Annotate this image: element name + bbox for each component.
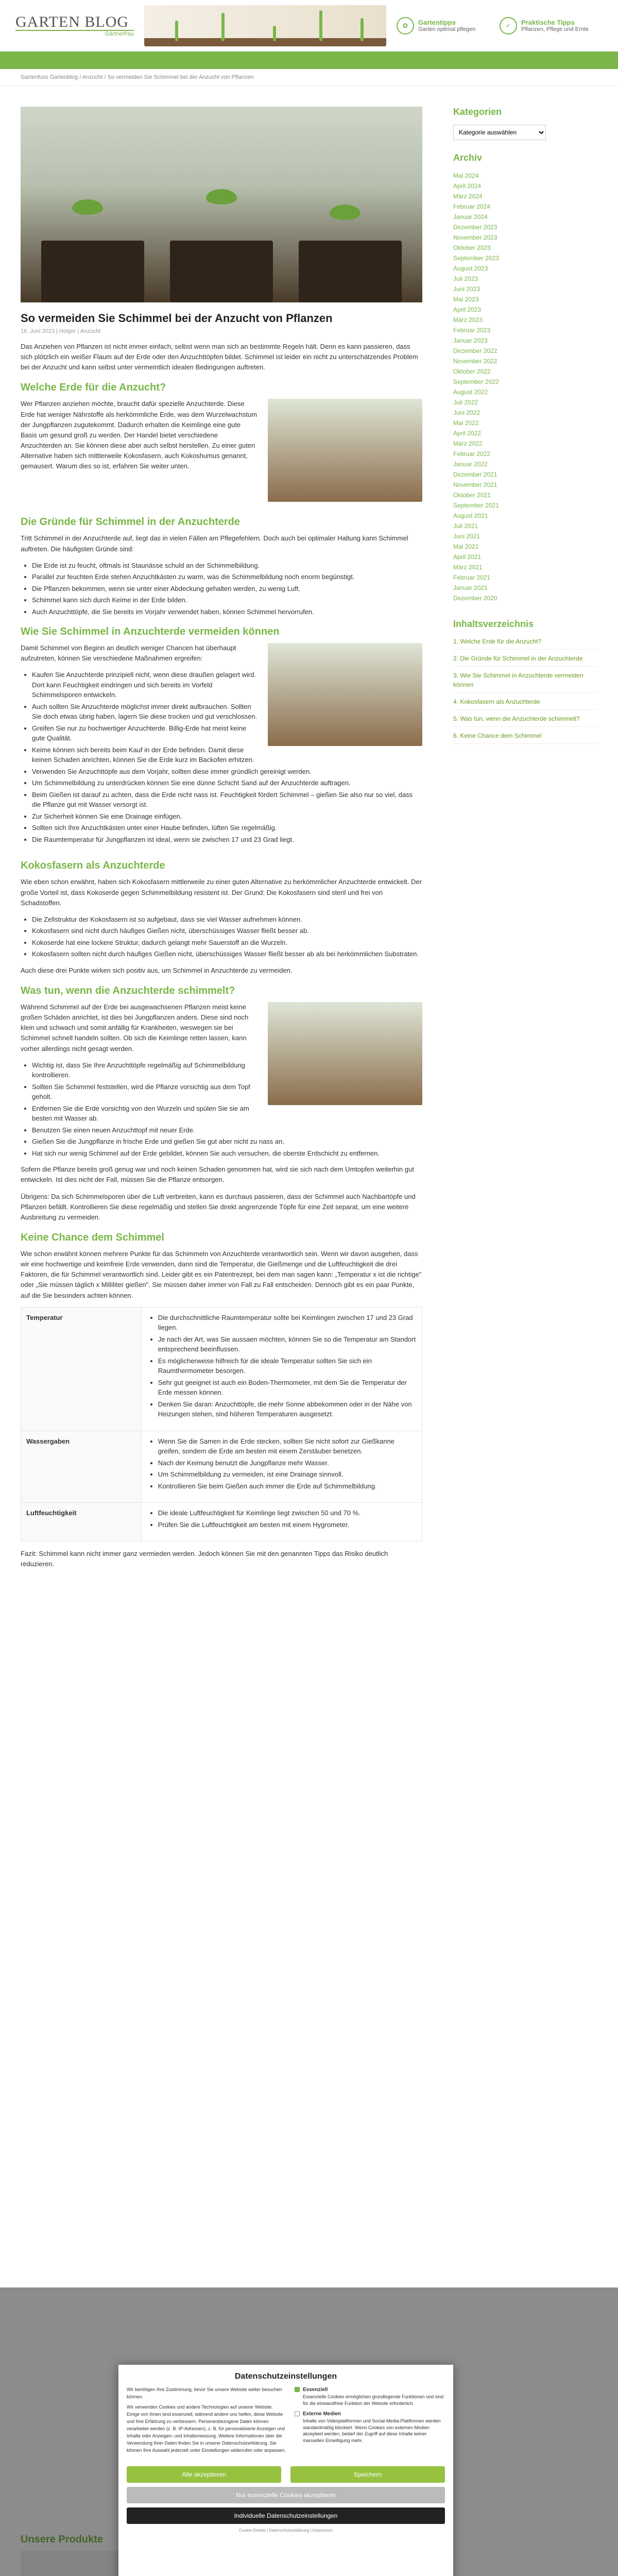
- coco-list: [32, 914, 422, 959]
- list-item: • Keime können sich bereits beim Kauf in der Erde befinden. Damit diese keinen Schaden anrichten, können Sie die Erde kurz im Backofen erhitzen.: [32, 745, 422, 765]
- list-item: • Parallel zur feuchten Erde stehen Anzuchtkästen zu warm, was die Schimmelbildung noch enorm begünstigt.: [32, 572, 422, 582]
- site-logo[interactable]: [15, 14, 134, 37]
- table-row: [21, 1431, 422, 1503]
- list-item: • Benutzen Sie einen neuen Anzuchttopf mit neuer Erde.: [32, 1125, 422, 1136]
- archive-link[interactable]: April 2021: [453, 553, 482, 561]
- consent-text-1: Wir benötigen Ihre Zustimmung, bevor Sie unsere Website weiter besuchen können.: [127, 2387, 282, 2399]
- list-item: • Kokosfasern sollten nicht durch häufiges Gießen nicht, überschüssiges Wasser fließt besser ab als bei herkömmlichen Substraten.: [32, 949, 422, 959]
- header-block-sub: Pflanzen, Pflege und Ernte: [521, 26, 589, 32]
- list-item: • Zur Sicherheit können Sie eine Drainage einfügen.: [32, 811, 422, 822]
- checkbox-essential[interactable]: [295, 2387, 300, 2392]
- section-text: Wie schon erwähnt können mehrere Punkte für das Schimmeln von Anzuchterde verantwortlich sein. Wenn wir davon ausgehen, dass wir eine hochwertige und keimfreie Erde verwenden, dann sind die Temperatur, die Gießmenge und die Luftfeuchtigkeit die drei Faktoren, die für Schimmel verantwortlich sind. Leider gibt es ein Patentrezept, bei dem man sagen kann: „Temperatur x ist die richtige" oder „Sie müssen täglich x Milliliter gießen". Sie müssen daher immer von Fall zu Fall entscheiden. Dennoch gibt es ein paar Punkte, auf die Sie besonders achten können.: [21, 1249, 422, 1299]
- archive-link[interactable]: Mai 2021: [453, 543, 479, 550]
- products-heading: Unsere Produkte: [21, 2534, 104, 2545]
- section-text: Damit Schimmel von Beginn an deutlich weniger Chancen hat überhaupt aufzutreten, können Sie verschiedene Maßnahmen ergreifen:: [21, 644, 236, 663]
- list-item: • Auch Anzuchttöpfe, die Sie bereits im Vorjahr verwendet haben, können Schimmel hervorrufen.: [32, 607, 422, 617]
- archive-link[interactable]: Oktober 2022: [453, 368, 491, 375]
- archive-link[interactable]: Februar 2024: [453, 203, 491, 210]
- table-row: [21, 1503, 422, 1541]
- check-icon: ✓: [500, 17, 517, 35]
- section-heading: Kokosfasern als Anzuchterde: [21, 860, 165, 872]
- archive-link[interactable]: Dezember 2020: [453, 595, 497, 602]
- archive-link[interactable]: April 2023: [453, 306, 482, 313]
- list-item: • Wenn Sie die Samen in die Erde stecken, sollten Sie nicht sofort zur Gießkanne greifen, sondern die Erde am besten mit einem Zerstäuber benetzen.: [158, 1436, 417, 1456]
- archive-link[interactable]: Januar 2024: [453, 213, 488, 221]
- archive-link[interactable]: Juni 2022: [453, 409, 480, 416]
- sidebar-heading-toc: Inhaltsverzeichnis: [453, 619, 534, 629]
- archive-link[interactable]: Januar 2023: [453, 337, 488, 344]
- section-text: Übrigens: Da sich Schimmelsporen über die Luft verbreiten, kann es durchaus passieren, dass der Schimmel auch Nachbartöpfe und Pflanzen befällt. Kontrollieren Sie diese regelmäßig und stellen Sie direkt angrenzende Töpfe für eine Zeit separat, um eine weitere Ausbreitung zu vermeiden.: [21, 1192, 416, 1221]
- toc-link[interactable]: 2. Die Gründe für Schimmel in der Anzuchterde: [453, 654, 597, 667]
- archive-link[interactable]: Juli 2021: [453, 522, 478, 530]
- consent-footer-links[interactable]: Cookie-Details | Datenschutzerklärung | Impressum: [238, 2528, 333, 2533]
- consent-category-essential[interactable]: [295, 2386, 445, 2406]
- list-item: • Entfernen Sie die Erde vorsichtig von den Wurzeln und spülen Sie sie am besten mit Wasser ab.: [32, 1104, 422, 1124]
- featured-image: [21, 107, 422, 302]
- table-row: [21, 1307, 422, 1431]
- consent-text: [127, 2386, 286, 2460]
- category-title: Externe Medien: [303, 2411, 341, 2417]
- list-item: • Kokoserde hat eine lockere Struktur, dadurch gelangt mehr Sauerstoff an die Wurzeln.: [32, 938, 422, 948]
- list-item: • Sollten Sie Schimmel feststellen, wird die Pflanze vorsichtig aus dem Topf geholt.: [32, 1082, 422, 1102]
- list-item: • Es möglicherweise hilfreich für die ideale Temperatur sollten Sie sich ein Raumthermometer besorgen.: [158, 1356, 417, 1376]
- table-label: Wassergaben: [21, 1431, 142, 1503]
- list-item: • Verwenden Sie Anzuchttöpfe aus dem Vorjahr, sollten diese immer gründlich gereinigt werden.: [32, 767, 422, 777]
- article-title: So vermeiden Sie Schimmel bei der Anzucht von Pflanzen: [21, 312, 333, 325]
- archive-link[interactable]: März 2024: [453, 193, 483, 200]
- section-text: Tritt Schimmel in der Anzuchterde auf, liegt das in vielen Fällen am Pflegefehlern. Doch auch bei optimaler Haltung kann Schimmel auftreten. Die häufigsten Gründe sind:: [21, 534, 408, 553]
- archive-link[interactable]: August 2023: [453, 265, 488, 272]
- table-cell: [141, 1503, 422, 1541]
- archive-link[interactable]: Mai 2022: [453, 419, 479, 427]
- archive-link[interactable]: September 2023: [453, 255, 499, 262]
- reasons-list: [32, 561, 422, 617]
- section-heading: Was tun, wenn die Anzuchterde schimmelt?: [21, 985, 235, 997]
- archive-link[interactable]: Dezember 2022: [453, 347, 497, 354]
- tips-table: [21, 1307, 422, 1542]
- header-block-sub: Garten optimal pflegen: [418, 26, 476, 32]
- list-item: • Die durchschnittliche Raumtemperatur sollte bei Keimlingen zwischen 17 und 23 Grad liegen.: [158, 1313, 417, 1333]
- archive-link[interactable]: November 2022: [453, 358, 497, 365]
- list-item: • Greifen Sie nur zu hochwertiger Anzuchterde. Billig-Erde hat meist keine gute Qualität.: [32, 723, 422, 743]
- category-text: Essenzielle Cookies ermöglichen grundlegende Funktionen und sind für die einwandfreie Funktion der Website erforderlich.: [303, 2394, 444, 2406]
- section-text: Fazit: Schimmel kann nicht immer ganz vermieden werden. Jedoch können Sie mit den genannten Tipps das Risiko deutlich reduzieren.: [21, 1550, 388, 1568]
- list-item: • Die ideale Luftfeuchtigkeit für Keimlinge liegt zwischen 50 und 70 %.: [158, 1508, 417, 1518]
- archive-list: [453, 171, 597, 603]
- list-item: • Die Pflanzen bekommen, wenn sie unter einer Abdeckung gehalten werden, zu wenig Luft.: [32, 584, 422, 594]
- archive-link[interactable]: November 2023: [453, 234, 497, 241]
- checkbox-external-media[interactable]: [295, 2411, 300, 2416]
- list-item: • Auch sollten Sie Anzuchterde möglichst immer direkt aufbrauchen. Sollten Sie doch etwas übrig haben, lagern Sie diese trocken und gut verschlossen.: [32, 702, 422, 722]
- archive-link[interactable]: Mai 2024: [453, 172, 479, 179]
- archive-link[interactable]: September 2021: [453, 502, 499, 509]
- category-title: Essenziell: [303, 2387, 328, 2393]
- section-text: Wer Pflanzen anziehen möchte, braucht dafür spezielle Anzuchterde. Diese Erde hat weniger Nährstoffe als herkömmliche Erde, was dem Wurzelwachstum der Jungpflanzen zugutekommt. Dadurch erhalten die Keimlinge eine gute Basis um gesund groß zu werden. Der Handel bietet verschiedene Anzuchterden an. Sie können diese aber auch selbst herstellen. Zu einer guten Alternative haben sich mittlerweile Kokosfasern, auch Kokoshumus genannt, gemausert. Warum dies so ist, erfahren Sie weiter unten.: [21, 400, 258, 470]
- list-item: • Wichtig ist, dass Sie Ihre Anzuchttöpfe regelmäßig auf Schimmelbildung kontrollieren.: [32, 1060, 422, 1080]
- table-cell: [141, 1431, 422, 1503]
- archive-link[interactable]: Februar 2021: [453, 574, 491, 581]
- list-item: • Die Zellstruktur der Kokosfasern ist so aufgebaut, dass sie viel Wasser aufnehmen können.: [32, 914, 422, 925]
- list-item: • Sehr gut geeignet ist auch ein Boden-Thermometer, mit dem Sie die Temperatur der Erde messen können.: [158, 1378, 417, 1398]
- article-intro: Das Anziehen von Pflanzen ist nicht immer einfach, selbst wenn man sich an bestimmte Regeln hält. Denn es kann passieren, dass sich plötzlich ein weißer Flaum auf der Erde oder den Anzuchttöpfen bildet. Schimmel ist leider ein nicht zu unterschätzendes Problem bei der Anzucht und kann selbst unter vermeintlich idealen Bedingungen auftreten.: [21, 343, 418, 371]
- list-item: • Kontrollieren Sie beim Gießen auch immer die Erde auf Schimmelbildung.: [158, 1481, 417, 1492]
- list-item: • Um Schimmelbildung zu unterdrücken können Sie eine dünne Schicht Sand auf der Anzuchterde auftragen.: [32, 778, 422, 788]
- archive-link[interactable]: Juni 2023: [453, 285, 480, 293]
- archive-link[interactable]: Januar 2022: [453, 461, 488, 468]
- list-item: • Denken Sie daran: Anzuchttöpfe, die mehr Sonne abbekommen oder in der Nähe von Heizungen stehen, sind höheren Temperaturen ausgesetzt.: [158, 1399, 417, 1419]
- table-cell: [141, 1307, 422, 1431]
- leaf-icon: ✿: [397, 17, 414, 35]
- list-item: • Beim Gießen ist darauf zu achten, dass die Erde nicht nass ist. Feuchtigkeit fördert Schimmel – gießen Sie also nur so viel, dass die Pflanze gut mit Wasser versorgt ist.: [32, 790, 422, 810]
- main-navbar: [0, 52, 618, 69]
- individual-settings-button[interactable]: Individuelle Datenschutzeinstellungen: [127, 2507, 445, 2524]
- toc-link[interactable]: 4. Kokosfasern als Anzuchterde: [453, 697, 597, 710]
- archive-link[interactable]: März 2021: [453, 564, 483, 571]
- category-text: Inhalte von Videoplattformen und Social-Media-Plattformen werden standardmäßig blockiert. Wenn Cookies von externen Medien akzeptiert werden, bedarf der Zugriff auf diese Inhalte keiner manuellen Einwilligung mehr.: [303, 2418, 441, 2443]
- article-image-seedlings: [268, 399, 422, 502]
- list-item: • Um Schimmelbildung zu vermeiden, ist eine Drainage sinnvoll.: [158, 1469, 417, 1480]
- list-item: • Hat sich nur wenig Schimmel auf der Erde gebildet, können Sie auch versuchen, die oberste Erdschicht zu entfernen.: [32, 1148, 422, 1159]
- header-block-title: Gartentipps: [418, 19, 456, 26]
- toc-link[interactable]: 1. Welche Erde für die Anzucht?: [453, 637, 597, 650]
- logo-sub: Gärtnerfrau: [105, 30, 134, 37]
- list-item: • Prüfen Sie die Luftfeuchtigkeit am besten mit einem Hygrometer.: [158, 1520, 417, 1530]
- archive-link[interactable]: Dezember 2021: [453, 471, 497, 478]
- article-meta: 16. Juni 2023 | Holger | Anzucht: [21, 328, 101, 334]
- table-label: Temperatur: [21, 1307, 142, 1431]
- table-label: Luftfeuchtigkeit: [21, 1503, 142, 1541]
- archive-link[interactable]: Dezember 2023: [453, 224, 497, 231]
- archive-link[interactable]: Mai 2023: [453, 296, 479, 303]
- archive-link[interactable]: Februar 2023: [453, 327, 491, 334]
- breadcrumb[interactable]: Gartenfuss Gartenblog / Anzucht / So vermeiden Sie Schimmel bei der Anzucht von Pflanzen: [0, 69, 618, 86]
- header-block-title: Praktische Tipps: [521, 19, 575, 26]
- section-heading: Welche Erde für die Anzucht?: [21, 382, 166, 394]
- header-hero-image: [144, 5, 386, 46]
- category-select[interactable]: [453, 125, 546, 140]
- archive-link[interactable]: März 2022: [453, 440, 483, 447]
- consent-category-external-media[interactable]: [295, 2411, 445, 2444]
- section-text: Wie eben schon erwähnt, haben sich Kokosfasern mittlerweile zu einer guten Alternative zu herkömmlicher Anzuchterde entwickelt. Der große Vorteil ist, dass Kokoserde gegen Schimmelbildung resistent ist. Der Grund: Die Kokosfasern sind steril und frei von Schadstoffen.: [21, 878, 422, 907]
- sidebar-heading-archive: Archiv: [453, 152, 483, 163]
- archive-link[interactable]: April 2022: [453, 430, 482, 437]
- article-image-soil: [268, 643, 422, 746]
- archive-link[interactable]: März 2023: [453, 316, 483, 324]
- archive-link[interactable]: Oktober 2021: [453, 492, 491, 499]
- section-text: Auch diese drei Punkte wirken sich positiv aus, um Schimmel in Anzuchterde zu vermeiden.: [21, 966, 293, 974]
- section-heading: Die Gründe für Schimmel in der Anzuchterde: [21, 516, 240, 528]
- archive-link[interactable]: Januar 2021: [453, 584, 488, 591]
- list-item: • Die Raumtemperatur für Jungpflanzen ist ideal, wenn sie zwischen 17 und 23 Grad liegt.: [32, 835, 422, 845]
- only-essential-button[interactable]: Nur essenzielle Cookies akzeptieren: [127, 2487, 445, 2503]
- article-image-mold: [268, 1002, 422, 1105]
- toc-link[interactable]: 3. Wie Sie Schimmel in Anzuchterde vermeiden können: [453, 671, 597, 693]
- toc-link[interactable]: 5. Was tun, wenn die Anzuchterde schimmelt?: [453, 714, 597, 727]
- list-item: • Kokosfasern sind nicht durch häufiges Gießen nicht, überschüssiges Wasser fließt besser ab.: [32, 926, 422, 936]
- archive-link[interactable]: Februar 2022: [453, 450, 491, 457]
- header-block-praktische-tipps[interactable]: [500, 17, 592, 35]
- list-item: • Schimmel kann sich durch Keime in der Erde bilden.: [32, 595, 422, 605]
- logo-main: GARTEN BLOG: [15, 14, 134, 31]
- toc-link[interactable]: 6. Keine Chance dem Schimmel: [453, 731, 597, 744]
- archive-link[interactable]: August 2021: [453, 512, 488, 519]
- consent-text-2: Wir verwenden Cookies und andere Technologien auf unserer Website. Einige von ihnen sind essenziell, während andere uns helfen, diese Website und Ihre Erfahrung zu verbessern. Personenbezogene Daten können verarbeitet werden (z. B. IP-Adressen), z. B. für personalisierte Anzeigen und Inhalte oder Anzeigen- und Inhaltsmessung. Weitere Informationen über die Verwendung Ihrer Daten finden Sie in unserer Datenschutzerklärung. Sie können Ihre Auswahl jederzeit unter Einstellungen widerrufen oder anpassen.: [127, 2404, 286, 2453]
- article: [21, 86, 422, 1575]
- list-item: • Kaufen Sie Anzuchterde prinzipiell nicht, wenn diese draußen gelagert wird. Dort kann Feuchtigkeit eindringen und sich bereits im Vorfeld Schimmelsporen entwickeln.: [32, 670, 422, 700]
- header-block-gartentipps[interactable]: [397, 17, 489, 35]
- site-header: [0, 0, 618, 52]
- archive-link[interactable]: Juni 2021: [453, 533, 480, 540]
- list-item: • Je nach der Art, was Sie aussaen möchten, können Sie so die Temperatur am Standort entsprechend beeinflussen.: [158, 1334, 417, 1354]
- archive-link[interactable]: Juli 2023: [453, 275, 478, 282]
- archive-link[interactable]: September 2022: [453, 378, 499, 385]
- cookie-consent-dialog: [118, 2365, 453, 2576]
- archive-link[interactable]: April 2024: [453, 182, 482, 190]
- archive-link[interactable]: August 2022: [453, 388, 488, 396]
- sidebar-heading-categories: Kategorien: [453, 107, 502, 117]
- list-item: • Sollten sich Ihre Anzuchtkästen unter einer Haube befinden, lüften Sie regelmäßig.: [32, 823, 422, 833]
- archive-link[interactable]: Juli 2022: [453, 399, 478, 406]
- consent-title: Datenschutzeinstellungen: [234, 2372, 337, 2381]
- table-of-contents: [453, 619, 597, 744]
- section-text: Sofern die Pflanze bereits groß genug war und noch keinen Schaden genommen hat, wird sie sich nach dem Umtopfen weiterhin gut entwickeln. Ist dies nicht der Fall, müssen Sie die Pflanze entsorgen.: [21, 1165, 414, 1184]
- section-text: Während Schimmel auf der Erde bei ausgewachsenen Pflanzen meist keine großen Schäden anrichtet, ist dies bei Jungpflanzen anders. Diese sind noch klein und schwach und somit anfällig für Krankheiten, weswegen sie bei Schimmel schnell handeln sollten. Ob sich die Keimlinge retten lassen, kann vorher allerdings nicht gesagt werden.: [21, 1003, 249, 1053]
- archive-link[interactable]: November 2021: [453, 481, 497, 488]
- sidebar: [453, 86, 597, 1575]
- list-item: • Nach der Keimung benutzt die Jungpflanze mehr Wasser.: [158, 1458, 417, 1468]
- archive-link[interactable]: Oktober 2023: [453, 244, 491, 251]
- section-heading: Keine Chance dem Schimmel: [21, 1231, 164, 1243]
- accept-all-button[interactable]: Alle akzeptieren: [127, 2466, 281, 2483]
- list-item: • Die Erde ist zu feucht, oftmals ist Staunässe schuld an der Schimmelbildung.: [32, 561, 422, 571]
- save-button[interactable]: Speichern: [290, 2466, 445, 2483]
- section-heading: Wie Sie Schimmel in Anzuchterde vermeiden können: [21, 626, 280, 638]
- list-item: • Gießen Sie die Jungpflanze in frische Erde und gießen Sie gut aber nicht zu nass an.: [32, 1137, 422, 1147]
